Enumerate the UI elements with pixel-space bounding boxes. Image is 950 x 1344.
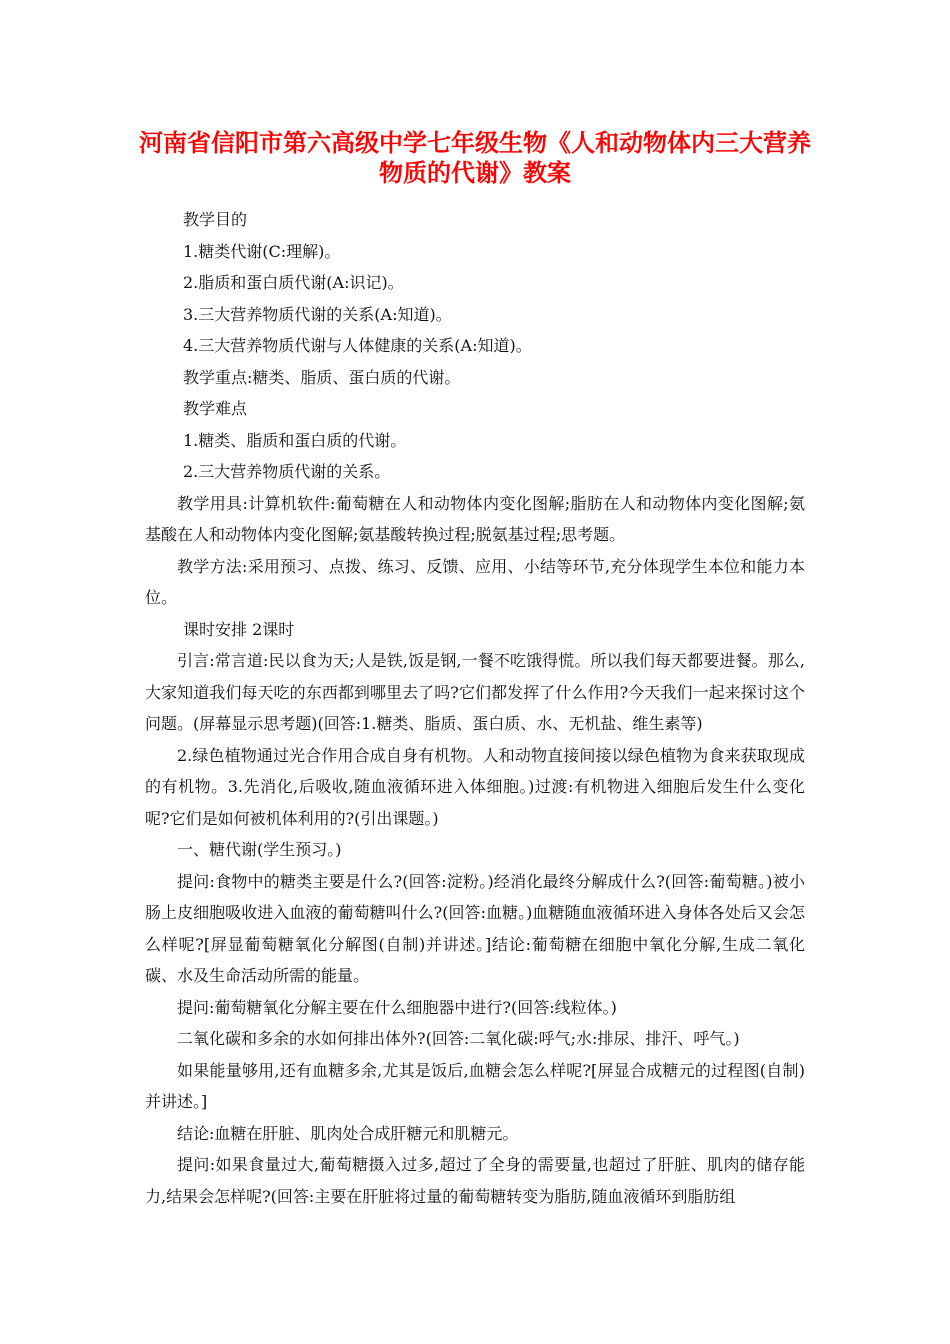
paragraph: 如果能量够用,还有血糖多余,尤其是饭后,血糖会怎么样呢?[屏显合成糖元的过程图(自制)并讲述。] bbox=[145, 1060, 805, 1111]
paragraph: 教学重点:糖类、脂质、蛋白质的代谢。 bbox=[183, 367, 461, 387]
paragraph: 引言:常言道:民以食为天;人是铁,饭是钢,一餐不吃饿得慌。所以我们每天都要进餐。那么,大家知道我们每天吃的东西都到哪里去了吗?它们都发挥了什么作用?今天我们一起来探讨这个问题。(屏幕显示思考题)(回答:1.糖类、脂质、蛋白质、水、无机盐、维生素等) bbox=[145, 651, 805, 733]
document-body bbox=[145, 204, 805, 1212]
paragraph: 1.糖类、脂质和蛋白质的代谢。 bbox=[183, 430, 407, 450]
paragraph: 二氧化碳和多余的水如何排出体外?(回答:二氧化碳:呼气;水:排尿、排汗、呼气。) bbox=[177, 1029, 740, 1048]
paragraph: 教学用具:计算机软件:葡萄糖在人和动物体内变化图解;脂肪在人和动物体内变化图解;氨基酸在人和动物体内变化图解;氨基酸转换过程;脱氨基过程;思考题。 bbox=[145, 493, 805, 544]
document-title: 河南省信阳市第六高级中学七年级生物《人和动物体内三大营养物质的代谢》教案 bbox=[139, 128, 811, 187]
paragraph: 2.脂质和蛋白质代谢(A:识记)。 bbox=[183, 273, 404, 292]
section-heading: 教学难点 bbox=[183, 399, 248, 418]
paragraph: 2.三大营养物质代谢的关系。 bbox=[183, 462, 391, 481]
paragraph: 提问:食物中的糖类主要是什么?(回答:淀粉。)经消化最终分解成什么?(回答:葡萄糖。)被小肠上皮细胞吸收进入血液的葡萄糖叫什么?(回答:血糖。)血糖随血液循环进入身体各处后又会怎么样呢?[屏显葡萄糖氧化分解图(自制)并讲述。]结论:葡萄糖在细胞中氧化分解,生成二氧化碳、水及生命活动所需的能量。 bbox=[145, 871, 805, 985]
paragraph: 提问:如果食量过大,葡萄糖摄入过多,超过了全身的需要量,也超过了肝脏、肌肉的储存能力,结果会怎样呢?(回答:主要在肝脏将过量的葡萄糖转变为脂肪,随血液循环到脂肪组 bbox=[145, 1155, 805, 1206]
paragraph: 2.绿色植物通过光合作用合成自身有机物。人和动物直接间接以绿色植物为食来获取现成的有机物。3.先消化,后吸收,随血液循环进入体细胞。)过渡:有机物进入细胞后发生什么变化呢?它们是如何被机体利用的?(引出课题。) bbox=[145, 745, 805, 828]
section-heading: 一、糖代谢(学生预习。) bbox=[177, 840, 342, 859]
paragraph: 教学方法:采用预习、点拨、练习、反馈、应用、小结等环节,充分体现学生本位和能力本位。 bbox=[145, 556, 805, 607]
paragraph: 1.糖类代谢(C:理解)。 bbox=[183, 241, 341, 261]
paragraph: 3.三大营养物质代谢的关系(A:知道)。 bbox=[183, 304, 452, 324]
paragraph: 课时安排 2课时 bbox=[183, 619, 295, 639]
paragraph: 结论:血糖在肝脏、肌肉处合成肝糖元和肌糖元。 bbox=[177, 1123, 519, 1143]
paragraph: 提问:葡萄糖氧化分解主要在什么细胞器中进行?(回答:线粒体。) bbox=[177, 997, 617, 1017]
section-heading: 教学目的 bbox=[183, 210, 248, 229]
paragraph: 4.三大营养物质代谢与人体健康的关系(A:知道)。 bbox=[183, 336, 532, 355]
